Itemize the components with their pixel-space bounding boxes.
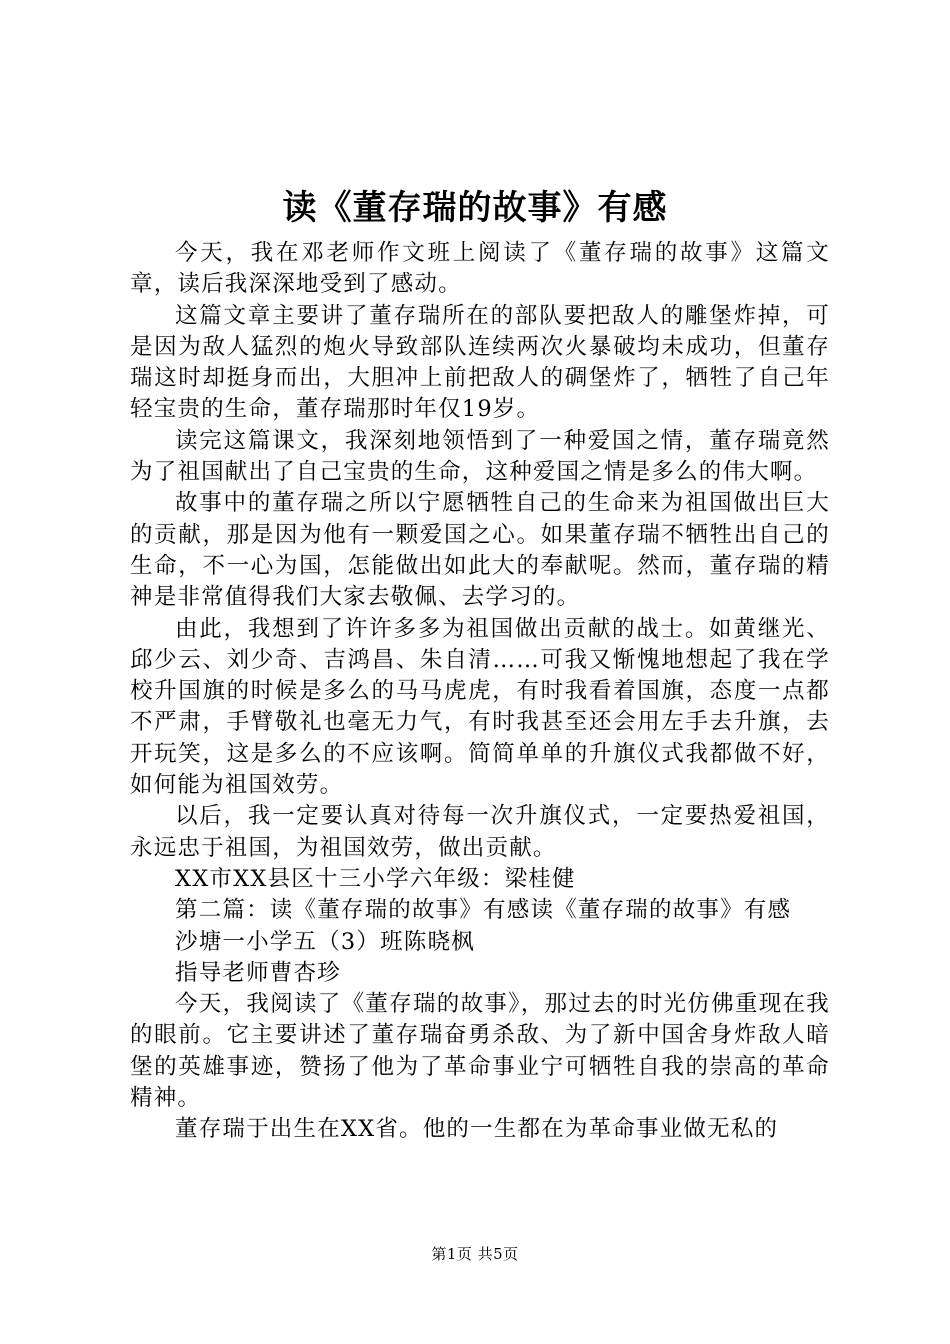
teacher-line: 指导老师曹杏珍 [175,959,341,986]
author-line: XX市XX县区十三小学六年级：梁桂健 [175,865,576,892]
paragraph: 由此，我想到了许许多多为祖国做出贡献的战士。如黄继光、邱少云、刘少奇、吉鸿昌、朱自清……可我又惭愧地想起了我在学校升国旗的时候是多么的马马虎虎，有时我看着国旗，态度一点都不严肃，手臂敬礼也毫无力气，有时我甚至还会用左手去升旗，去开玩笑，这是多么的不应该啊。简简单单的升旗仪式我都做不好，如何能为祖国效劳。 [130,615,830,799]
page-number: 第1页 共5页 [431,1245,519,1263]
paragraph: 故事中的董存瑞之所以宁愿牺牲自己的生命来为祖国做出巨大的贡献，那是因为他有一颗爱国之心。如果董存瑞不牺牲出自己的生命，不一心为国，怎能做出如此大的奉献呢。然而，董存瑞的精神是非常值得我们大家去敬佩、去学习的。 [130,490,830,611]
paragraph: 董存瑞于出生在XX省。他的一生都在为革命事业做无私的 [175,1116,779,1143]
section-heading: 第二篇：读《董存瑞的故事》有感读《董存瑞的故事》有感 [175,897,792,924]
document-title: 读《董存瑞的故事》有感 [282,188,668,228]
paragraph: 这篇文章主要讲了董存瑞所在的部队要把敌人的雕堡炸掉，可是因为敌人猛烈的炮火导致部队连续两次火暴破均未成功，但董存瑞这时却挺身而出，大胆冲上前把敌人的碉堡炸了，牺牲了自己年轻宝贵的生命，董存瑞那时年仅19岁。 [130,302,830,423]
paragraph: 今天，我在邓老师作文班上阅读了《董存瑞的故事》这篇文章，读后我深深地受到了感动。 [130,240,830,298]
paragraph: 读完这篇课文，我深刻地领悟到了一种爱国之情，董存瑞竟然为了祖国献出了自己宝贵的生命，这种爱国之情是多么的伟大啊。 [130,427,830,486]
document-body [130,238,830,1146]
paragraph: 今天，我阅读了《董存瑞的故事》，那过去的时光仿佛重现在我的眼前。它主要讲述了董存瑞奋勇杀敌、为了新中国舍身炸敌人暗堡的英雄事迹，赞扬了他为了革命事业宁可牺牲自我的崇高的革命精神。 [130,991,830,1112]
paragraph: 以后，我一定要认真对待每一次升旗仪式，一定要热爱祖国，永远忠于祖国，为祖国效劳，做出贡献。 [130,803,830,861]
author-line: 沙塘一小学五（3）班陈晓枫 [175,928,475,955]
